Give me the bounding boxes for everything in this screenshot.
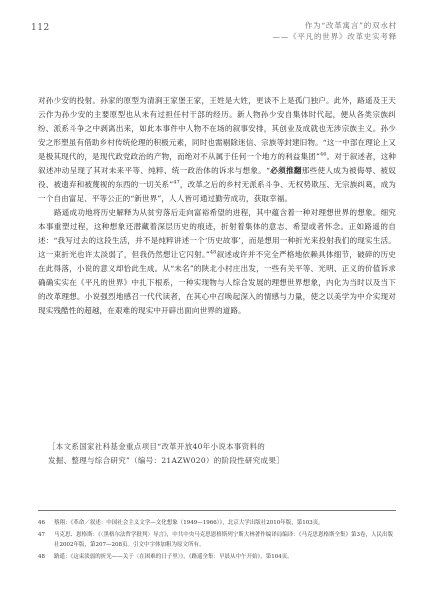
footnote-48 (38, 552, 398, 562)
footnote-47 (38, 530, 398, 550)
footnote-number: 48 (38, 554, 45, 560)
footnote-ref-46: 46 (319, 151, 327, 158)
page-number: 112 (31, 23, 50, 33)
running-title-line-2: ——《平凡的世界》改革史实考释 (272, 32, 397, 41)
paragraph-1-end: ，改革之后的乡村无派系斗争、无权势欺压、无宗族纠葛，成为一个自由富足、平等公正的“新世界”，人人皆可通过勤劳成功，获取幸福。 (38, 180, 397, 203)
paragraph-1-rest: 。对于叙述者，这种叙述冲动呈现了其对未来平等、纯粹、统一政治体的诉求与想象。“ (38, 152, 397, 175)
footnote-ref-48: 48 (209, 249, 217, 256)
funding-note-line-1: ［本文系国家社科基金重点项目“改革开放40年小说本事资料的 (48, 442, 266, 451)
footnote-divider (38, 510, 396, 511)
footnote-ref-47: 47 (173, 179, 180, 186)
footnote-46 (38, 518, 398, 528)
footnotes (38, 518, 398, 564)
running-header (273, 20, 398, 42)
paragraph-1-tail: 那些使人成为被侮辱、被奴役、被遗弃和被蔑视的东西的一切关系” (38, 166, 396, 189)
paragraph-2-rest: 叙述或许并不完全严格地依赖具体细节，破碎的历史在此得落，小说的意义却恰此生成。从“未名”的陕北小村庄出发，一些有关平等、光明、正义的价值诉求确确实实在《平凡的世界》中扎下根系，一种实现物与人综合发展的理想世界想象，内化为当时以及当下的改革理想。小说强烈地感召一代代读者，在其心中召唤起深入的情感与力量，使之以美学为中介实现对现实残酷性的超越，在艰难的现实中开辟出面向世界的道路。 (38, 250, 396, 315)
footnote-number: 46 (38, 520, 45, 526)
paragraph-1-text: 对孙少安的投射。孙家的原型为清涧王家堡王家，王姓是大姓，更谈不上是孤门独户。此外，路遥及王天云作为孙少安的主要原型也从未有过担任村干部的经历。新人物孙少安自集体时代起，便从各类宗族纠纷、派系斗争之中剥离出来，如此本事件中人物不在场的叙事安排，其创业及成就也无涉宗族主义。孙少安之形塑虽有借助乡村传统伦理的积极元素，同时也需剔除迷信、宗族等封建旧物。“这一中部在理论上又是极其现代的，是现代政党政治的产物，而绝对不从属于任何一个地方的利益集团” (38, 96, 396, 161)
body-text (38, 94, 396, 318)
paragraph-2 (38, 206, 396, 318)
footnote-text: 马克思、恩格斯：《〈黑格尔法哲学批判〉导言》，中共中央马克思恩格斯列宁斯大林著作编译局编译：《马克思恩格斯全集》第3卷，人民出版社2002年版，第207—208页。引文中字体加粗为原文所有。 (54, 532, 394, 548)
bold-emphasis: 必须推翻 (270, 166, 302, 175)
footnote-text: 蔡翔：《革命／叙述：中国社会主义文学—文化想象（1949—1966）》，北京大学出版社2010年版，第103页。 (54, 520, 324, 526)
funding-note-line-2: 发掘、整理与综合研究”（编号：21AZW020）的阶段性研究成果］ (48, 456, 284, 465)
funding-note (48, 440, 378, 468)
paragraph-1 (38, 94, 396, 206)
footnote-text: 路遥：《这束淡弱的折光——关于〈在困难的日子里〉》，《路遥全集：早晨从中午开始》，第104页。 (54, 554, 293, 560)
footnote-number: 47 (38, 532, 45, 538)
paragraph-2-text: 路遥成功地将历史解释为从贫穷落后走向富裕希望的进程，其中蕴含着一种对理想世界的想象。细究本事重塑过程，这种想象还潜藏着深层历史的痕迹，折射着集体的意志、希望或者怀念。正如路遥的自述：“我写过去的这段生活，并不是纯粹讲述一个‘历史故事’，而是想用一种折光来投射我们的现实生活。这一束折光也许太淡弱了，但我仍然想让它闪射。” (38, 208, 396, 259)
running-title-line-1: 作为“改革寓言”的双水村 (304, 21, 397, 30)
